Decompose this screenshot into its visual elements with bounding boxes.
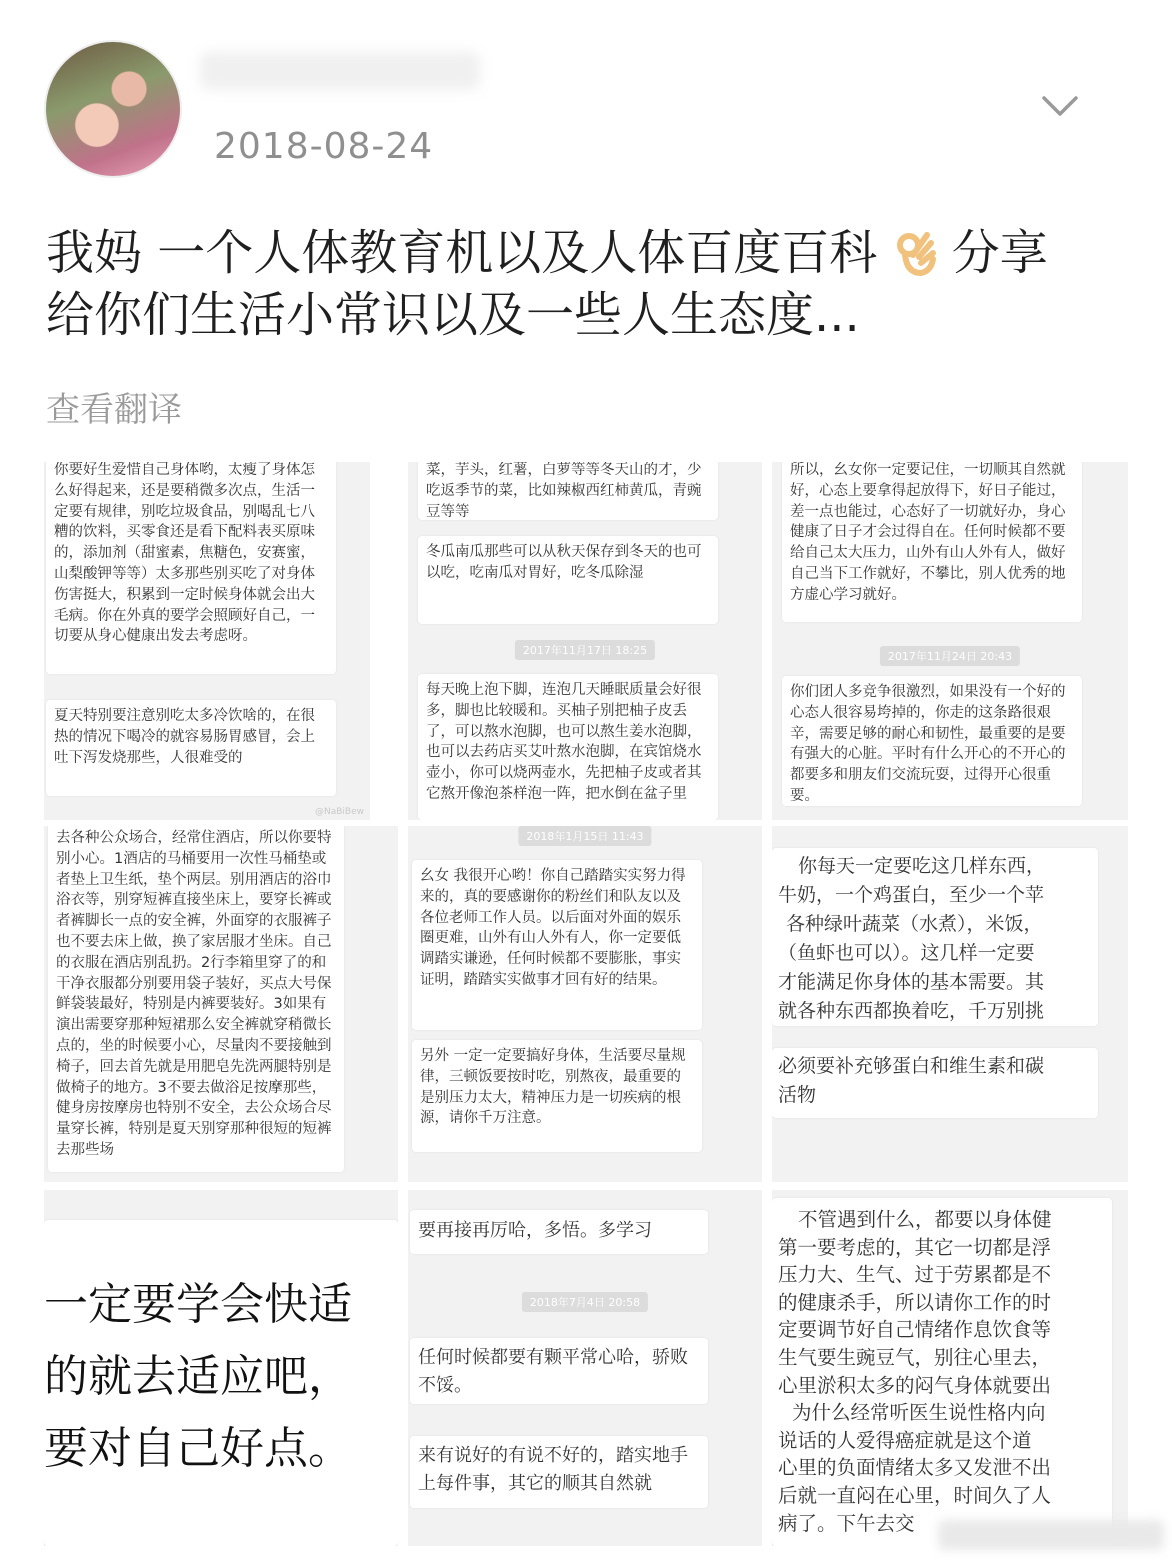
chat-line: 你每天一定要吃这几样东西， xyxy=(798,855,1046,877)
chat-bubble xyxy=(44,1220,398,1546)
image-grid xyxy=(44,462,1128,1552)
chat-bubble: 任何时候都要有颗平常心哈，骄败不馁。 xyxy=(410,1338,708,1404)
chat-bubble: 来有说好的有说不好的，踏实地手上每件事，其它的顺其自然就 xyxy=(410,1436,708,1508)
chat-line: 活物 xyxy=(778,1084,817,1106)
chat-bubble: 你要好生爱惜自己身体哟，太瘦了身体怎么好得起来，还是要稍微多次点，生活一定要有规律，别吃垃圾食品，别喝乱七八糟的饮料，买零食还是看下配料表买原味的，添加剂（甜蜜素，焦糖色，安赛蜜，山梨酸钾等等）太多那些别买吃了对身体伤害挺大，积累到一定时候身体就会出大毛病。你在外真的要学会照顾好自己，一切要从身心健康出发去考虑呀。 xyxy=(46,462,336,674)
chat-line: 心里的负面情绪太多又发泄不出 xyxy=(778,1456,1052,1480)
chat-line: 病了。下午去交 xyxy=(778,1511,915,1535)
chat-line: 说话的人爱得癌症就是这个道 xyxy=(778,1428,1032,1452)
chat-bubble: 所以，幺女你一定要记住，一切顺其自然就好，心态上要拿得起放得下，好日子能过，差一点也能过，心态好了一切就好办，身心健康了日子才会过得自在。任何时候都不要给自己太大压力，山外有山人外有人，做好自己当下工作就好，不攀比，别人优秀的地方虚心学习就好。 xyxy=(782,462,1082,622)
username-blurred[interactable] xyxy=(200,52,480,90)
chat-line: 各种绿叶蔬菜（水煮），米饭， xyxy=(786,913,1043,935)
chat-bubble: 幺女 我很开心哟！你自己踏踏实实努力得来的，真的要感谢你的粉丝们和队友以及各位老师工作人员。以后面对外面的娱乐圈更难，山外有山人外有人，你一定要低调踏实谦逊，任何时候都不要膨胀，事实证明，踏踏实实做事才回有好的结果。 xyxy=(412,860,702,1030)
chat-line: （鱼虾也可以）。这几样一定要 xyxy=(778,942,1035,964)
grid-image-9[interactable] xyxy=(772,1190,1128,1546)
ok-hand-icon xyxy=(893,229,937,277)
chat-line: 第一要考虑的，其它一切都是浮 xyxy=(778,1235,1052,1259)
chat-bubble: 每天晚上泡下脚，连泡几天睡眠质量会好很多，脚也比较暖和。买柚子别把柚子皮丢了，可以熬水泡脚，也可以熬生姜水泡脚，也可以去药店买艾叶熬水泡脚，在宾馆烧水壶小，你可以烧两壶水，先把柚子皮或者其它熬开像泡茶样泡一阵，把水倒在盆子里 xyxy=(418,674,718,820)
grid-image-3[interactable] xyxy=(772,462,1128,820)
watermark-blurred xyxy=(938,1520,1164,1550)
chat-bubble: 要再接再厉哈，多悟。多学习 xyxy=(410,1210,708,1254)
chat-line: 心里淤积太多的闷气身体就要出 xyxy=(778,1373,1052,1397)
post-text-line2: 给你们生活小常识以及一些人生态度... xyxy=(46,287,860,343)
timestamp: 2017年11月24日 20:43 xyxy=(880,646,1020,666)
chat-bubble: 夏天特别要注意别吃太多冷饮啥的，在很热的情况下喝冷的就容易肠胃感冒，会上吐下泻发烧那些，人很难受的 xyxy=(46,700,336,796)
chat-line: 的健康杀手，所以请你工作的时 xyxy=(778,1290,1052,1314)
post-text xyxy=(46,222,1136,346)
chat-bubble xyxy=(772,1048,1098,1118)
watermark: @NaBiBew xyxy=(315,807,364,817)
chat-bubble: 去各种公众场合，经常住酒店，所以你要特别小心。1酒店的马桶要用一次性马桶垫或者垫上卫生纸，垫个两层。别用酒店的浴巾浴衣等，别穿短裤直接坐床上，要穿长裤或者裤脚长一点的安全裤，外面穿的衣服裤子也不要去床上做，换了家居服才坐床。自己的衣服在酒店别乱扔。2行李箱里穿了的和干净衣服都分别要用袋子装好，买点大号保鲜袋装最好，特别是内裤要装好。3如果有演出需要穿那种短裙那么安全裤就穿稍微长点的，坐的时候要小心，尽量肉不要接触到椅子，回去首先就是用肥皂先洗两腿特别是做椅子的地方。3不要去做浴足按摩那些，健身房按摩房也特别不安全，去公众场合尽量穿长裤，特别是夏天别穿那种很短的短裤去那些场 xyxy=(48,826,344,1172)
chat-line: 为什么经常听医生说性格内向 xyxy=(792,1401,1046,1425)
chat-line: 定要调节好自己情绪作息饮食等 xyxy=(778,1318,1052,1342)
chat-bubble xyxy=(772,848,1098,1026)
chat-line: 牛奶，一个鸡蛋白，至少一个苹 xyxy=(778,884,1045,906)
translate-link[interactable]: 查看翻译 xyxy=(46,390,182,430)
post-text-line1-tail: 分享 xyxy=(951,225,1048,281)
chat-bubble xyxy=(772,1198,1112,1546)
chat-line: 不管遇到什么，都要以身体健 xyxy=(798,1208,1052,1231)
chat-line: 压力大、生气、过于劳累都是不 xyxy=(778,1263,1052,1287)
chat-line: 的就去适应吧， xyxy=(44,1351,352,1402)
grid-image-7[interactable] xyxy=(44,1190,398,1546)
timestamp: 2017年11月17日 18:25 xyxy=(515,640,655,660)
chevron-down-icon[interactable] xyxy=(1040,92,1080,122)
chat-bubble: 冬瓜南瓜那些可以从秋天保存到冬天的也可以吃，吃南瓜对胃好，吃冬瓜除湿 xyxy=(418,536,718,624)
grid-image-6[interactable] xyxy=(772,826,1128,1182)
chat-line: 就各种东西都换着吃，千万别挑 xyxy=(778,1000,1045,1022)
timestamp: 2018年7月4日 20:58 xyxy=(522,1292,648,1312)
grid-image-8[interactable] xyxy=(408,1190,762,1546)
post-date: 2018-08-24 xyxy=(214,126,434,167)
chat-line: 才能满足你身体的基本需要。其 xyxy=(778,971,1045,993)
chat-line: 一定要学会快适 xyxy=(44,1279,352,1330)
grid-image-4[interactable] xyxy=(44,826,398,1182)
chat-bubble: 你们团人多竞争很激烈，如果没有一个好的心态人很容易垮掉的，你走的这条路很艰辛，需要足够的耐心和韧性，最重要的是要有强大的心脏。平时有什么开心的不开心的都要多和朋友们交流玩耍，过得开心很重要。 xyxy=(782,676,1082,806)
chat-line: 必须要补充够蛋白和维生素和碳 xyxy=(778,1055,1045,1077)
avatar[interactable] xyxy=(44,40,182,178)
chat-bubble: 菜，芋头，红薯，白萝等等冬天山的才，少吃返季节的菜，比如辣椒西红柿黄瓜，青豌豆等等 xyxy=(418,462,718,520)
chat-line: 生气要生豌豆气，别往心里去， xyxy=(778,1345,1052,1369)
grid-image-1[interactable] xyxy=(44,462,370,820)
chat-line: 要对自己好点。 xyxy=(44,1423,352,1474)
timestamp: 2018年1月15日 11:43 xyxy=(518,826,651,846)
grid-image-5[interactable] xyxy=(408,826,762,1182)
post-text-line1: 我妈 一个人体教育机以及人体百度百科 xyxy=(46,225,878,281)
chat-bubble: 另外 一定一定要搞好身体，生活要尽量规律，三顿饭要按时吃，别熬夜，最重要的是别压力太大，精神压力是一切疾病的根源，请你千万注意。 xyxy=(412,1040,702,1152)
chat-line: 后就一直闷在心里，时间久了人 xyxy=(778,1483,1052,1507)
grid-image-2[interactable] xyxy=(408,462,762,820)
